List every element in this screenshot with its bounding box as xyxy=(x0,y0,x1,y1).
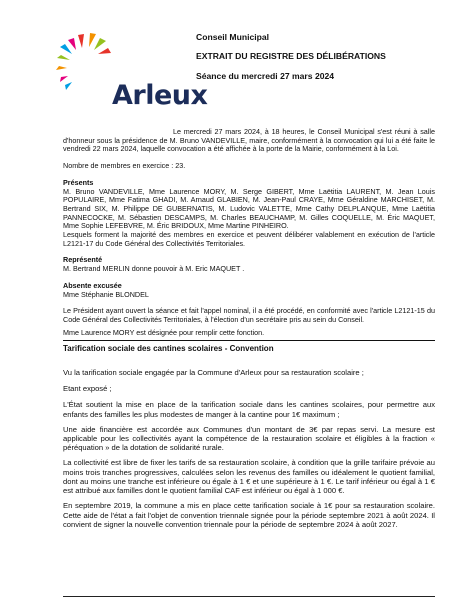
subject-title: Tarification sociale des cantines scolaires - Convention xyxy=(63,344,274,354)
document-header xyxy=(196,32,436,82)
footer-rule xyxy=(63,596,435,597)
secretary-text: Mme Laurence MORY est désignée pour remplir cette fonction. xyxy=(63,327,265,337)
body-paragraph: Etant exposé ; xyxy=(63,384,112,394)
absent-text: Mme Stéphanie BLONDEL xyxy=(63,289,149,299)
opening-text: Le Président ayant ouvert la séance et fait l'appel nominal, il a été procédé, en conformité avec l'article L2121-15 du Code Général des Collectivités Territoriales, à l'élection d'un secrétaire pris au sein du Conseil. xyxy=(63,306,435,324)
document-body xyxy=(63,128,435,529)
intro-paragraph: Le mercredi 27 mars 2024, à 18 heures, le Conseil Municipal s'est réuni à salle d'honneur sous la présidence de M. Bruno VANDEVILLE, maire, conformément à la convocation qui lui a été faite le vendredi 22 mars 2024, laquelle convocation a été affichée à la porte de la Mairie, conformément à la Loi. xyxy=(63,127,435,154)
session-date: Séance du mercredi 27 mars 2024 xyxy=(196,71,335,81)
body-paragraph: L'État soutient la mise en place de la tarification sociale dans les cantines scolaires, pour permettre aux enfants des familles les plus modestes de manger à la cantine pour 1€ maximum ; xyxy=(63,400,435,419)
arleux-logo xyxy=(48,30,208,111)
presents-list: M. Bruno VANDEVILLE, Mme Laurence MORY, M. Serge GIBERT, Mme Laëtitia LAURENT, M. Jean Louis POPULAIRE, Mme Fatima GHADI, M. Arnaud GLABIEN, M. Jean-Paul CRAYE, Mme Géraldine MARCHISET, M. Bertrand SIX, M. Philippe DE GUBERNATIS, M. Ludovic VALETTE, Mme Cathy DELPLANQUE, Mme Laëtitia PANNECOCKE, M. Sébastien DESCAMPS, M. Charles BEAUCHAMP, M. Gilles COQUELLE, M. Éric MAQUET, Mme Sophie LEFEBVRE, M. Éric BRIDOUX, Mme Martine PINHEIRO. xyxy=(63,186,435,231)
section-divider xyxy=(63,340,435,341)
quorum-text: Lesquels forment la majorité des membres en exercice et peuvent délibérer valablement en exécution de l'article L2121-17 du Code Général des Collectivités Territoriales. xyxy=(63,230,435,248)
body-paragraph: La collectivité est libre de fixer les tarifs de sa restauration scolaire, à condition que la grille tarifaire prévoie au moins trois tranches progressives, calculées selon les revenus des familles ou idéalement le quotient familial, dont au moins une tranche est inférieure ou égale à 1 € et une supérieure à 1 €. Le tarif inférieur ou égal à 1 € est attribué aux familles dont le quotient familial CAF est inférieur ou égal à 1 000 €. xyxy=(63,458,435,496)
absent-heading: Absente excusée xyxy=(63,280,122,290)
body-paragraph: Une aide financière est accordée aux Communes d'un montant de 3€ par repas servi. La mesure est applicable pour les collectivités ayant la compétence de la restauration scolaire et éligibles à la fraction « péréquation » de la dotation de solidarité rurale. xyxy=(63,424,435,453)
register-title: EXTRAIT DU REGISTRE DES DÉLIBÉRATIONS xyxy=(196,51,386,61)
council-title: Conseil Municipal xyxy=(196,32,270,42)
deliberation-body xyxy=(63,354,435,529)
presents-heading: Présents xyxy=(63,177,94,187)
members-count: Nombre de membres en exercice : 23. xyxy=(63,161,186,171)
logo-text: Arleux xyxy=(112,80,208,111)
body-paragraph: Vu la tarification sociale engagée par la Commune d'Arleux pour sa restauration scolaire ; xyxy=(63,368,364,378)
body-paragraph: En septembre 2019, la commune a mis en place cette tarification sociale à 1€ pour sa restauration scolaire. Cette aide de l'état a fait l'objet de convention triennale signée pour la période septembre 2021 à août 2024. Il convient de signer la nouvelle convention triennale pour la période de septembre 2024 à août 2027. xyxy=(63,501,435,529)
represented-text: M. Bertrand MERLIN donne pouvoir à M. Eric MAQUET . xyxy=(63,264,245,274)
represented-heading: Représenté xyxy=(63,255,103,265)
